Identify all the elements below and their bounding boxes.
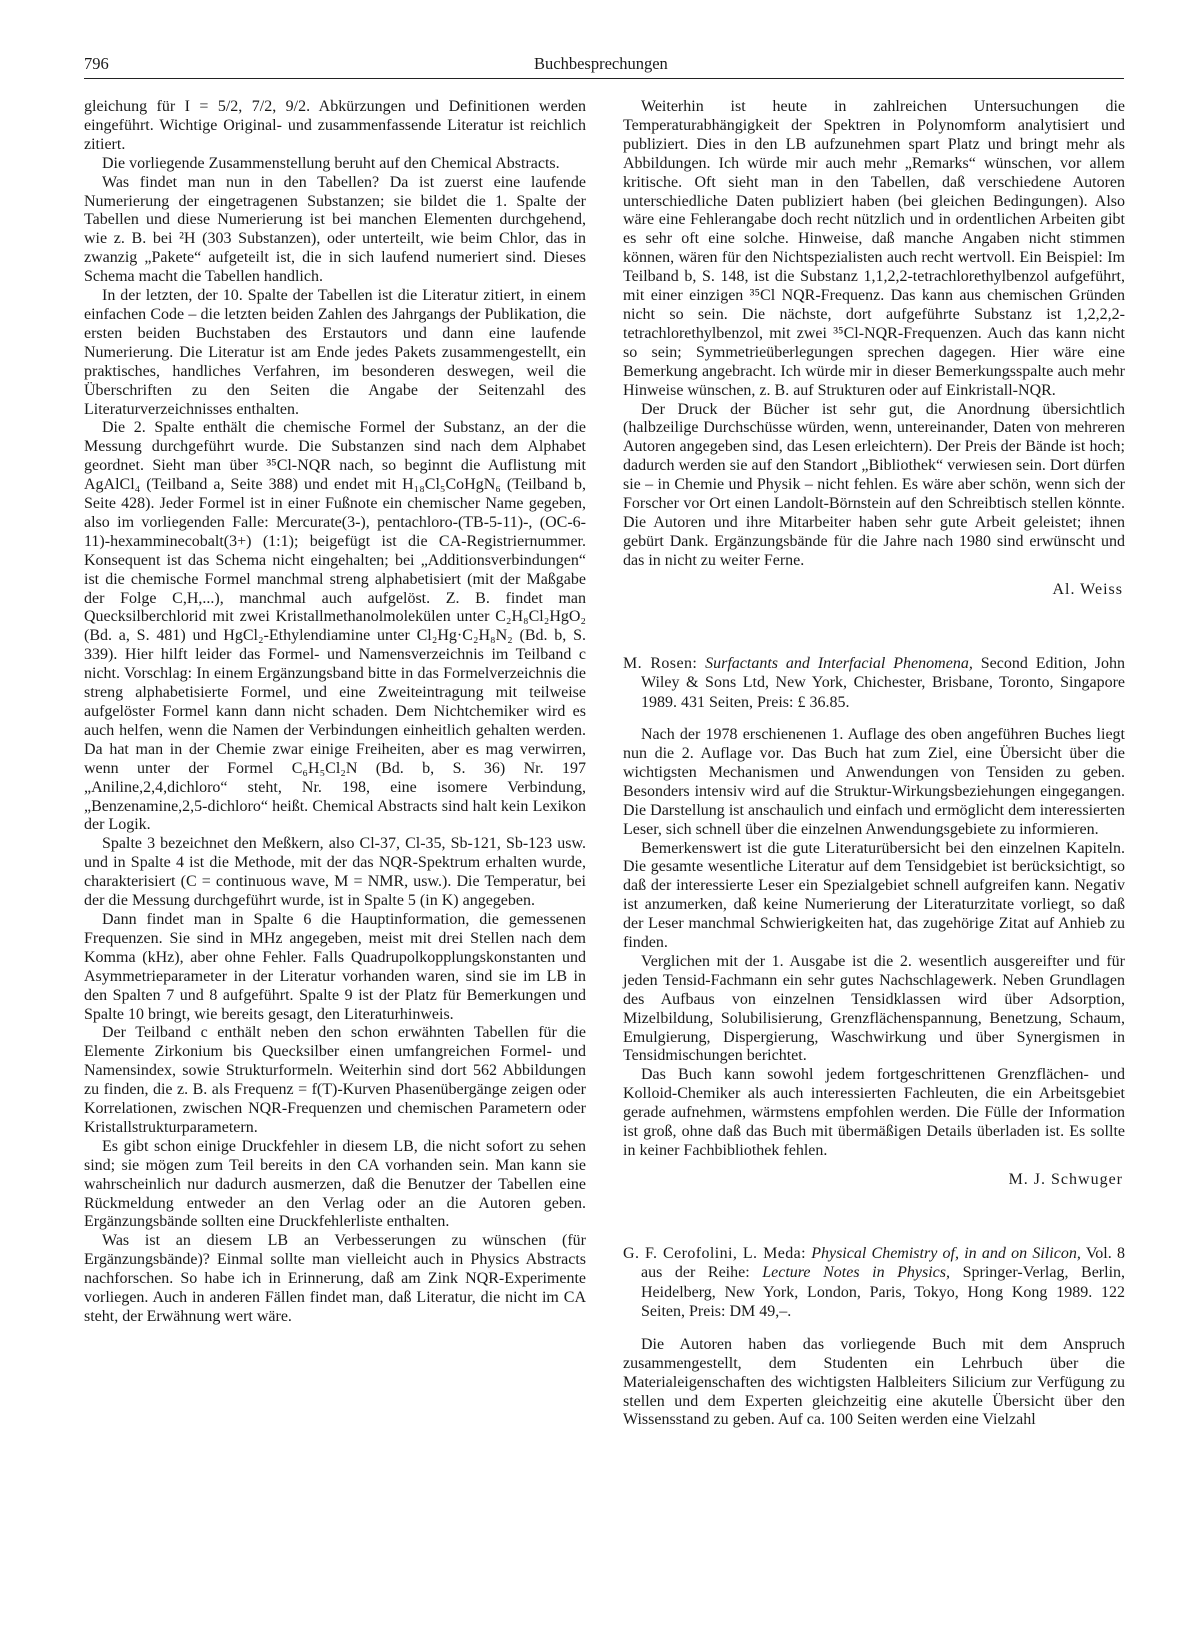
reviewer-signature: M. J. Schwuger (1008, 1170, 1123, 1188)
paragraph: In der letzten, der 10. Spalte der Tabellen ist die Literatur zitiert, in einem einfachen Code – die letzten beiden Zahlen des Jahrgangs der Publikation, die ersten beiden Buchstaben des Erstautors und dann eine laufende Numerierung. Die Literatur ist am Ende jedes Pakets zusammengestellt, ein praktisches, handliches Verfahren, im besonderen deswegen, weil die Überschriften zu den Seiten die Angabe der Seitenzahl des Literaturverzeichnisses enthalten. (84, 287, 586, 418)
book-title: Surfactants and Interfacial Phenomena, (705, 654, 973, 672)
paragraph: Weiterhin ist heute in zahlreichen Untersuchungen die Temperaturabhängigkeit der Spektren in Polynomform analytisiert und publiziert. Dies in den LB aufzunehmen spart Platz und bringt mehr als Abbildungen. Ich würde mir auch mehr „Remarks“ wünschen, vor allem kritische. Oft sieht man in den Tabellen, daß verschiedene Autoren unterschiedliche Daten publiziert haben (bei gleichen Bedingungen). Also wäre eine Fehlerangabe doch recht nützlich und in ordentlichen Arbeiten gibt es sehr oft eine solche. Hinweise, daß manche Angaben nicht stimmen können, wären für den Nichtspezialisten auch recht wertvoll. Ein Beispiel: Im Teilband b, S. 148, ist die Substanz 1,1,2,2-tetrachlorethylbenzol aufgeführt, mit einer einzigen ³⁵Cl NQR-Frequenz. Das kann aus chemischen Gründen nicht so sein. Die nächste, dort aufgeführte Substanz ist 1,2,2,2-tetrachlorethylbenzol, mit zwei ³⁵Cl-NQR-Frequenzen. Auch das kann nicht so sein; Symmetrieüberlegungen sprechen dagegen. Hier wäre eine Bemerkung angebracht. Ich würde mir in dieser Bemerkungsspalte auch mehr Hinweise wünschen, z. B. auf Strukturen oder auf Einkristall-NQR. (623, 98, 1125, 399)
book-details: Springer-Verlag, Berlin, Heidelberg, New York, London, Paris, Tokyo, Hong Kong 1989. 122 Seiten, Preis: DM 49,–. (641, 1264, 1126, 1321)
paragraph: Die Autoren haben das vorliegende Buch mit dem Anspruch zusammengestellt, dem Studenten ein Lehrbuch über die Materialeigenschaften des wichtigsten Halbleiters Silicium zur Verfügung zu stellen und dem Experten gleichzeitig eine akutelle Übersicht über den Wissensstand zu geben. Auf ca. 100 Seiten werden eine Vielzahl (623, 1335, 1125, 1429)
paragraph: Was findet man nun in den Tabellen? Da ist zuerst eine laufende Numerierung der eingetragenen Substanzen; sie bildet die 1. Spalte der Tabellen und diese Numerierung ist bei manchen Elementen durchgehend, wie z. B. bei ²H (303 Substanzen), oder unterteilt, wie beim Chlor, das in zwanzig „Pakete“ aufgeteilt ist, die in sich laufend numeriert sind. Dieses Schema macht die Tabellen handlich. (84, 173, 586, 286)
paragraph: Nach der 1978 erschienenen 1. Auflage des oben angeführen Buches liegt nun die 2. Auflage vor. Das Buch hat zum Ziel, eine Übersicht über die wichtigsten Mechanismen und Anwendungen von Tensiden zu geben. Besonders intensiv wird auf die Struktur-Wirkungsbeziehungen eingegangen. Die Darstellung ist anschaulich und einfach und ermöglicht dem interessierten Leser, sich schnell über die einzelnen Anwendungsgebiete zu informieren. (623, 726, 1125, 838)
book-details: Vol. 8 aus der Reihe: (641, 1244, 1125, 1282)
page-number: 796 (84, 54, 109, 73)
book-series: Lecture Notes in Physics, (762, 1264, 951, 1282)
paragraph: Der Teilband c enthält neben den schon erwähnten Tabellen für die Elemente Zirkonium bis Quecksilber einen umfangreichen Formel- und Namensindex, sowie Strukturformeln. Weiterhin sind dort 562 Abbildungen zu finden, die z. B. als Frequenz = f(T)-Kurven Phasenübergänge zeigen oder Korrelationen, zwischen NQR-Frequenzen und chemischen Parametern oder Kristallstrukturparametern. (84, 1024, 586, 1136)
section-spacer (623, 1190, 1125, 1244)
book-authors: M. Rosen: (623, 654, 698, 672)
paragraph: Verglichen mit der 1. Ausgabe ist die 2. wesentlich ausgereifter und für jeden Tensid-Fachmann ein sehr gutes Nachschlagewerk. Neben Grundlagen des Aufbaus von einzelnen Tensidklassen wird über Adsorption, Mizelbildung, Solubilisierung, Grenzflächenspannung, Benetzung, Schaum, Emulgierung, Dispergierung, Waschwirkung und über Synergismen in Tensidmischungen berichtet. (623, 952, 1125, 1065)
left-column (84, 98, 586, 1327)
book-citation (623, 654, 1125, 713)
page-header (84, 52, 1124, 79)
paragraph: gleichung für I = 5/2, 7/2, 9/2. Abkürzungen und Definitionen werden eingeführt. Wichtige Original- und zusammenfassende Literatur ist reichlich zitiert. (84, 98, 586, 153)
book-title: Physical Chemistry of, in and on Silicon, (811, 1244, 1081, 1262)
paragraph: Bemerkenswert ist die gute Literaturübersicht bei den einzelnen Kapiteln. Die gesamte wesentliche Literatur auf dem Tensidgebiet ist berücksichtigt, so daß der interessierte Leser ein Spezialgebiet schnell aufgreifen kann. Negativ ist anzumerken, daß keine Numerierung der Literaturzitate vorliegt, so daß der Leser manchmal Schwierigkeiten hat, das zugehörige Zitat auf Anhieb zu finden. (623, 839, 1125, 952)
paragraph: Spalte 3 bezeichnet den Meßkern, also Cl-37, Cl-35, Sb-121, Sb-123 usw. und in Spalte 4 ist die Methode, mit der das NQR-Spektrum erhalten wurde, charakterisiert (C = continuous wave, M = NMR, usw.). Die Temperatur, bei der die Messung durchgeführt wurde, ist in Spalte 5 (in K) angegeben. (84, 835, 586, 910)
paragraph: Was ist an diesem LB an Verbesserungen zu wünschen (für Ergänzungsbände)? Einmal sollte man vielleicht auch in Physics Abstracts nachforschen. So habe ich in Erinnerung, daß am Zink NQR-Experimente vorliegen. Auch in anderen Fällen findet man, daß Literatur, die nicht im CA steht, der Erwähnung wert wäre. (84, 1232, 586, 1325)
paragraph: Es gibt schon einige Druckfehler in diesem LB, die nicht sofort zu sehen sind; sie mögen zum Teil bereits in den CA vorhanden sein. Man kann sie wahrscheinlich nur dadurch ausmerzen, daß die Benutzer der Tabellen eine Rückmeldung entweder an den Verlag oder an die Autoren geben. Ergänzungsbände sollten eine Druckfehlerliste enthalten. (84, 1137, 586, 1231)
section-spacer (623, 600, 1125, 654)
paragraph: Der Druck der Bücher ist sehr gut, die Anordnung übersichtlich (halbzeilige Durchschüsse würden, wenn, untereinander, Daten von mehreren Autoren angegeben sind, das Lesen erleichtern). Der Preis der Bände ist hoch; dadurch werden sie auf den Standort „Bibliothek“ verwiesen sein. Dort dürfen sie – in Chemie und Physik – nicht fehlen. Es wäre aber schön, wenn sich der Forscher vor Ort einen Landolt-Börnstein auf den Schreibtisch stellen könnte. Die Autoren und ihre Mitarbeiter haben sehr gute Arbeit geleistet; ihnen gebürt Dank. Ergänzungsbände für die Jahre nach 1980 sind erwünscht und das in nicht zu weiter Ferne. (623, 400, 1125, 569)
book-authors: G. F. Cerofolini, L. Meda: (623, 1244, 806, 1262)
paragraph: Dann findet man in Spalte 6 die Hauptinformation, die gemessenen Frequenzen. Sie sind in MHz angegeben, meist mit drei Stellen nach dem Komma (kHz), aber ohne Fehler. Falls Quadrupolkopplungskonstanten und Asymmetrieparameter in der Literatur vorhanden waren, sind sie im LB in den Spalten 7 und 8 aufgeführt. Spalte 9 ist der Platz für Bemerkungen und Spalte 10 bringt, wie bereits gesagt, den Literaturhinweis. (84, 910, 586, 1023)
book-citation (623, 1244, 1125, 1322)
book-details: Second Edition, John Wiley & Sons Ltd, New York, Chichester, Brisbane, Toronto, Singapore 1989. 431 Seiten, Preis: £ 36.85. (641, 654, 1125, 711)
paragraph: Die 2. Spalte enthält die chemische Formel der Substanz, an der die Messung durchgeführt wurde. Die Substanzen sind nach dem Alphabet geordnet. Sieht man über ³⁵Cl-NQR nach, so beginnt die Auflistung mit AgAlCl₄ (Teilband a, Seite 388) und endet mit H₁₈Cl₅CoHgN₆ (Teilband b, Seite 428). Jeder Formel ist in einer Fußnote ein chemischer Name gegeben, also im vorliegenden Falle: Mercurate(3-), pentachloro-(TB-5-11)-, (OC-6-11)-hexamminecobalt(3+) (1:1); beigefügt ist die CA-Registriernummer. Konsequent ist das Schema nicht eingehalten; bei „Additionsverbindungen“ ist die chemische Formel manchmal streng alphabetisiert (mit der Maßgabe der Folge C,H,...), manchmal auch aufgelöst. Z. B. findet man Quecksilberchlorid mit zwei Kristallmethanolmolekülen unter C₂H₈Cl₂HgO₂ (Bd. a, S. 481) und HgCl₂-Ethylendiamine unter Cl₂Hg·C₂H₈N₂ (Bd. b, S. 339). Hier hilft leider das Formel- und Namensverzeichnis im Teilband c nicht. Vorschlag: In einem Ergänzungsband bitte in das Formelverzeichnis die streng alphabetisierte Formel, und eine Zweiteintragung mit teilweise aufgelöster Formel kann dann nicht schaden. Dem Nichtchemiker wird es auch helfen, wenn die Namen der Verbindungen einheitlich gehalten werden. Da hat man in der Chemie zwar einige Freiheiten, aber es mag verwirren, wenn unter der Formel C₆H₅Cl₂N (Bd. b, S. 36) Nr. 197 „Aniline,2,4,dichloro“ steht, Nr. 198, eine isomere Verbindung, „Benzenamine,2,5-dichloro“ heißt. Chemical Abstracts sind halt kein Lexikon der Logik. (84, 419, 586, 834)
paragraph: Die vorliegende Zusammenstellung beruht auf den Chemical Abstracts. (102, 154, 560, 172)
running-head: Buchbesprechungen (534, 54, 668, 73)
right-column (623, 98, 1125, 1430)
paragraph: Das Buch kann sowohl jedem fortgeschrittenen Grenzflächen- und Kolloid-Chemiker als auch interessierten Fachleuten, die ein Arbeitsgebiet gerade aufnehmen, wärmstens empfohlen werden. Die Fülle der Information ist groß, ohne daß das Buch mit übermäßigen Details überladen ist. Es sollte in keiner Fachbibliothek fehlen. (623, 1066, 1125, 1159)
reviewer-signature: Al. Weiss (1052, 580, 1123, 598)
